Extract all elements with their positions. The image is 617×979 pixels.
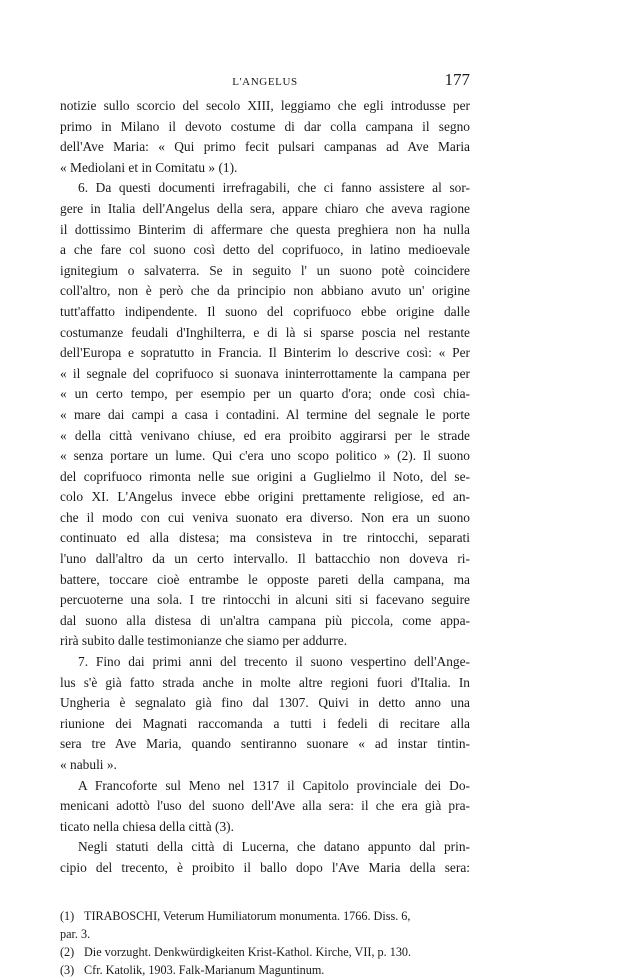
text-line: « il segnale del coprifuoco si suonava ininterrottamente la campana per	[60, 365, 470, 381]
text-line: costumanze feudali d'Inghilterra, e di là si sparse poscia nel restante	[60, 324, 470, 340]
text-line: percuoterne una sola. I tre rintocchi in alcuni siti si facevano seguire	[60, 592, 470, 608]
text-line: battere, toccare cioè entrambe le opposte pareti della campana, ma	[60, 571, 470, 587]
text-line: coll'altro, non è però che da principio non abbiano avuto un' origine	[60, 283, 470, 299]
footnotes	[60, 907, 470, 979]
text-line: tutt'affatto indipendente. Il suono del coprifuoco ebbe origine dalle	[60, 303, 470, 319]
text-line: « un certo tempo, per esempio per un quarto d'ora; onde così chia-	[60, 386, 470, 402]
text-line: 6. Da questi documenti irrefragabili, che ci fanno assistere al sor-	[78, 180, 470, 196]
page-number: 177	[444, 70, 470, 89]
page-header	[60, 70, 470, 92]
text-line: l'uno dall'altro da un certo intervallo. Il battacchio non doveva ri-	[60, 551, 470, 567]
text-line: ticato nella chiesa della città (3).	[60, 818, 234, 834]
footnote-text: par. 3.	[60, 926, 91, 941]
footnote-2	[60, 943, 470, 961]
footnote-marker: (1)	[60, 908, 75, 923]
text-line: « nabuli ».	[60, 757, 117, 772]
text-line: Negli statuti della città di Lucerna, che datano appunto dal prin-	[78, 839, 470, 855]
text-line: dal suono alla distesa di un'altra campana più piccola, come appa-	[60, 612, 470, 628]
footnote-text: Cfr. Katolik, 1903. Falk-Marianum Maguntinum.	[84, 962, 325, 977]
text-line: il dottissimo Binterim di affermare che questa preghiera non ha nulla	[60, 221, 470, 237]
text-line: primo in Milano il devoto costume di dar colla campana il segno	[60, 118, 470, 134]
book-page	[60, 70, 470, 979]
text-line: a che fare col suono così detto del coprifuoco, in latino medioevale	[60, 242, 470, 258]
text-line: rirà subito dalle testimonianze che siamo per addurre.	[60, 633, 348, 649]
footnote-marker: (3)	[60, 962, 75, 977]
text-line: « della città venivano chiuse, ed era proibito aggirarsi per le strade	[60, 427, 470, 443]
text-line: 7. Fino dai primi anni del trecento il suono vespertino dell'Ange-	[78, 654, 470, 670]
text-line: ignitegium o salvaterra. Se in seguito l' un suono potè coincidere	[60, 262, 470, 278]
body-text	[60, 96, 470, 879]
text-line: continuato ed alla distesa; ma consisteva in tre rintocchi, separati	[60, 530, 470, 546]
footnote-marker: (2)	[60, 944, 75, 959]
text-line: dell'Europa e sopratutto in Francia. Il Binterim lo descrive così: « Per	[60, 345, 470, 361]
text-line: cipio del trecento, è proibito il ballo dopo l'Ave Maria della sera:	[60, 859, 470, 875]
text-line: che il modo con cui veniva suonato era diverso. Non era un suono	[60, 509, 470, 525]
footnote-3	[60, 961, 470, 979]
text-line: dell'Ave Maria: « Qui primo fecit pulsari campanas ad Ave Maria	[60, 139, 470, 155]
footnote-text: TIRABOSCHI, Veterum Humiliatorum monumenta. 1766. Diss. 6,	[84, 908, 411, 923]
text-line: A Francoforte sul Meno nel 1317 il Capitolo provinciale dei Do-	[78, 777, 470, 793]
footnote-1-continued	[60, 925, 470, 943]
text-line: menicani adottò l'uso del suono dell'Ave alla sera: il che era già pra-	[60, 798, 470, 814]
text-line: notizie sullo scorcio del secolo XIII, leggiamo che egli introdusse per	[60, 98, 470, 113]
text-line: sera tre Ave Maria, quando sentiranno suonare « ad instar tintin-	[60, 736, 470, 752]
text-line: gere in Italia dell'Angelus della sera, appare chiaro che aveva ragione	[60, 200, 470, 216]
text-line: « mare dai campi a casa i contadini. Al termine del segnale le porte	[60, 406, 470, 422]
running-head: L'ANGELUS	[232, 76, 298, 88]
text-line: colo XI. L'Angelus invece ebbe origini prettamente religiose, ed an-	[60, 489, 470, 505]
footnote-1	[60, 907, 470, 925]
text-line: riunione dei Magnati raccomanda a tutti i fedeli di recitare alla	[60, 715, 470, 731]
text-line: lus s'è già fatto strada anche in molte altre regioni fuori d'Italia. In	[60, 674, 470, 690]
text-line: « senza portare un lume. Qui c'era uno scopo politico » (2). Il suono	[60, 448, 470, 464]
footnote-text: Die vorzught. Denkwürdigkeiten Krist-Kathol. Kirche, VII, p. 130.	[84, 944, 412, 959]
text-line: « Mediolani et in Comitatu » (1).	[60, 159, 238, 175]
text-line: Ungheria è segnalato già fino dal 1307. Quivi in detto anno una	[60, 695, 470, 711]
text-line: del coprifuoco rimonta nelle sue origini a Guglielmo il Noto, del se-	[60, 468, 470, 484]
